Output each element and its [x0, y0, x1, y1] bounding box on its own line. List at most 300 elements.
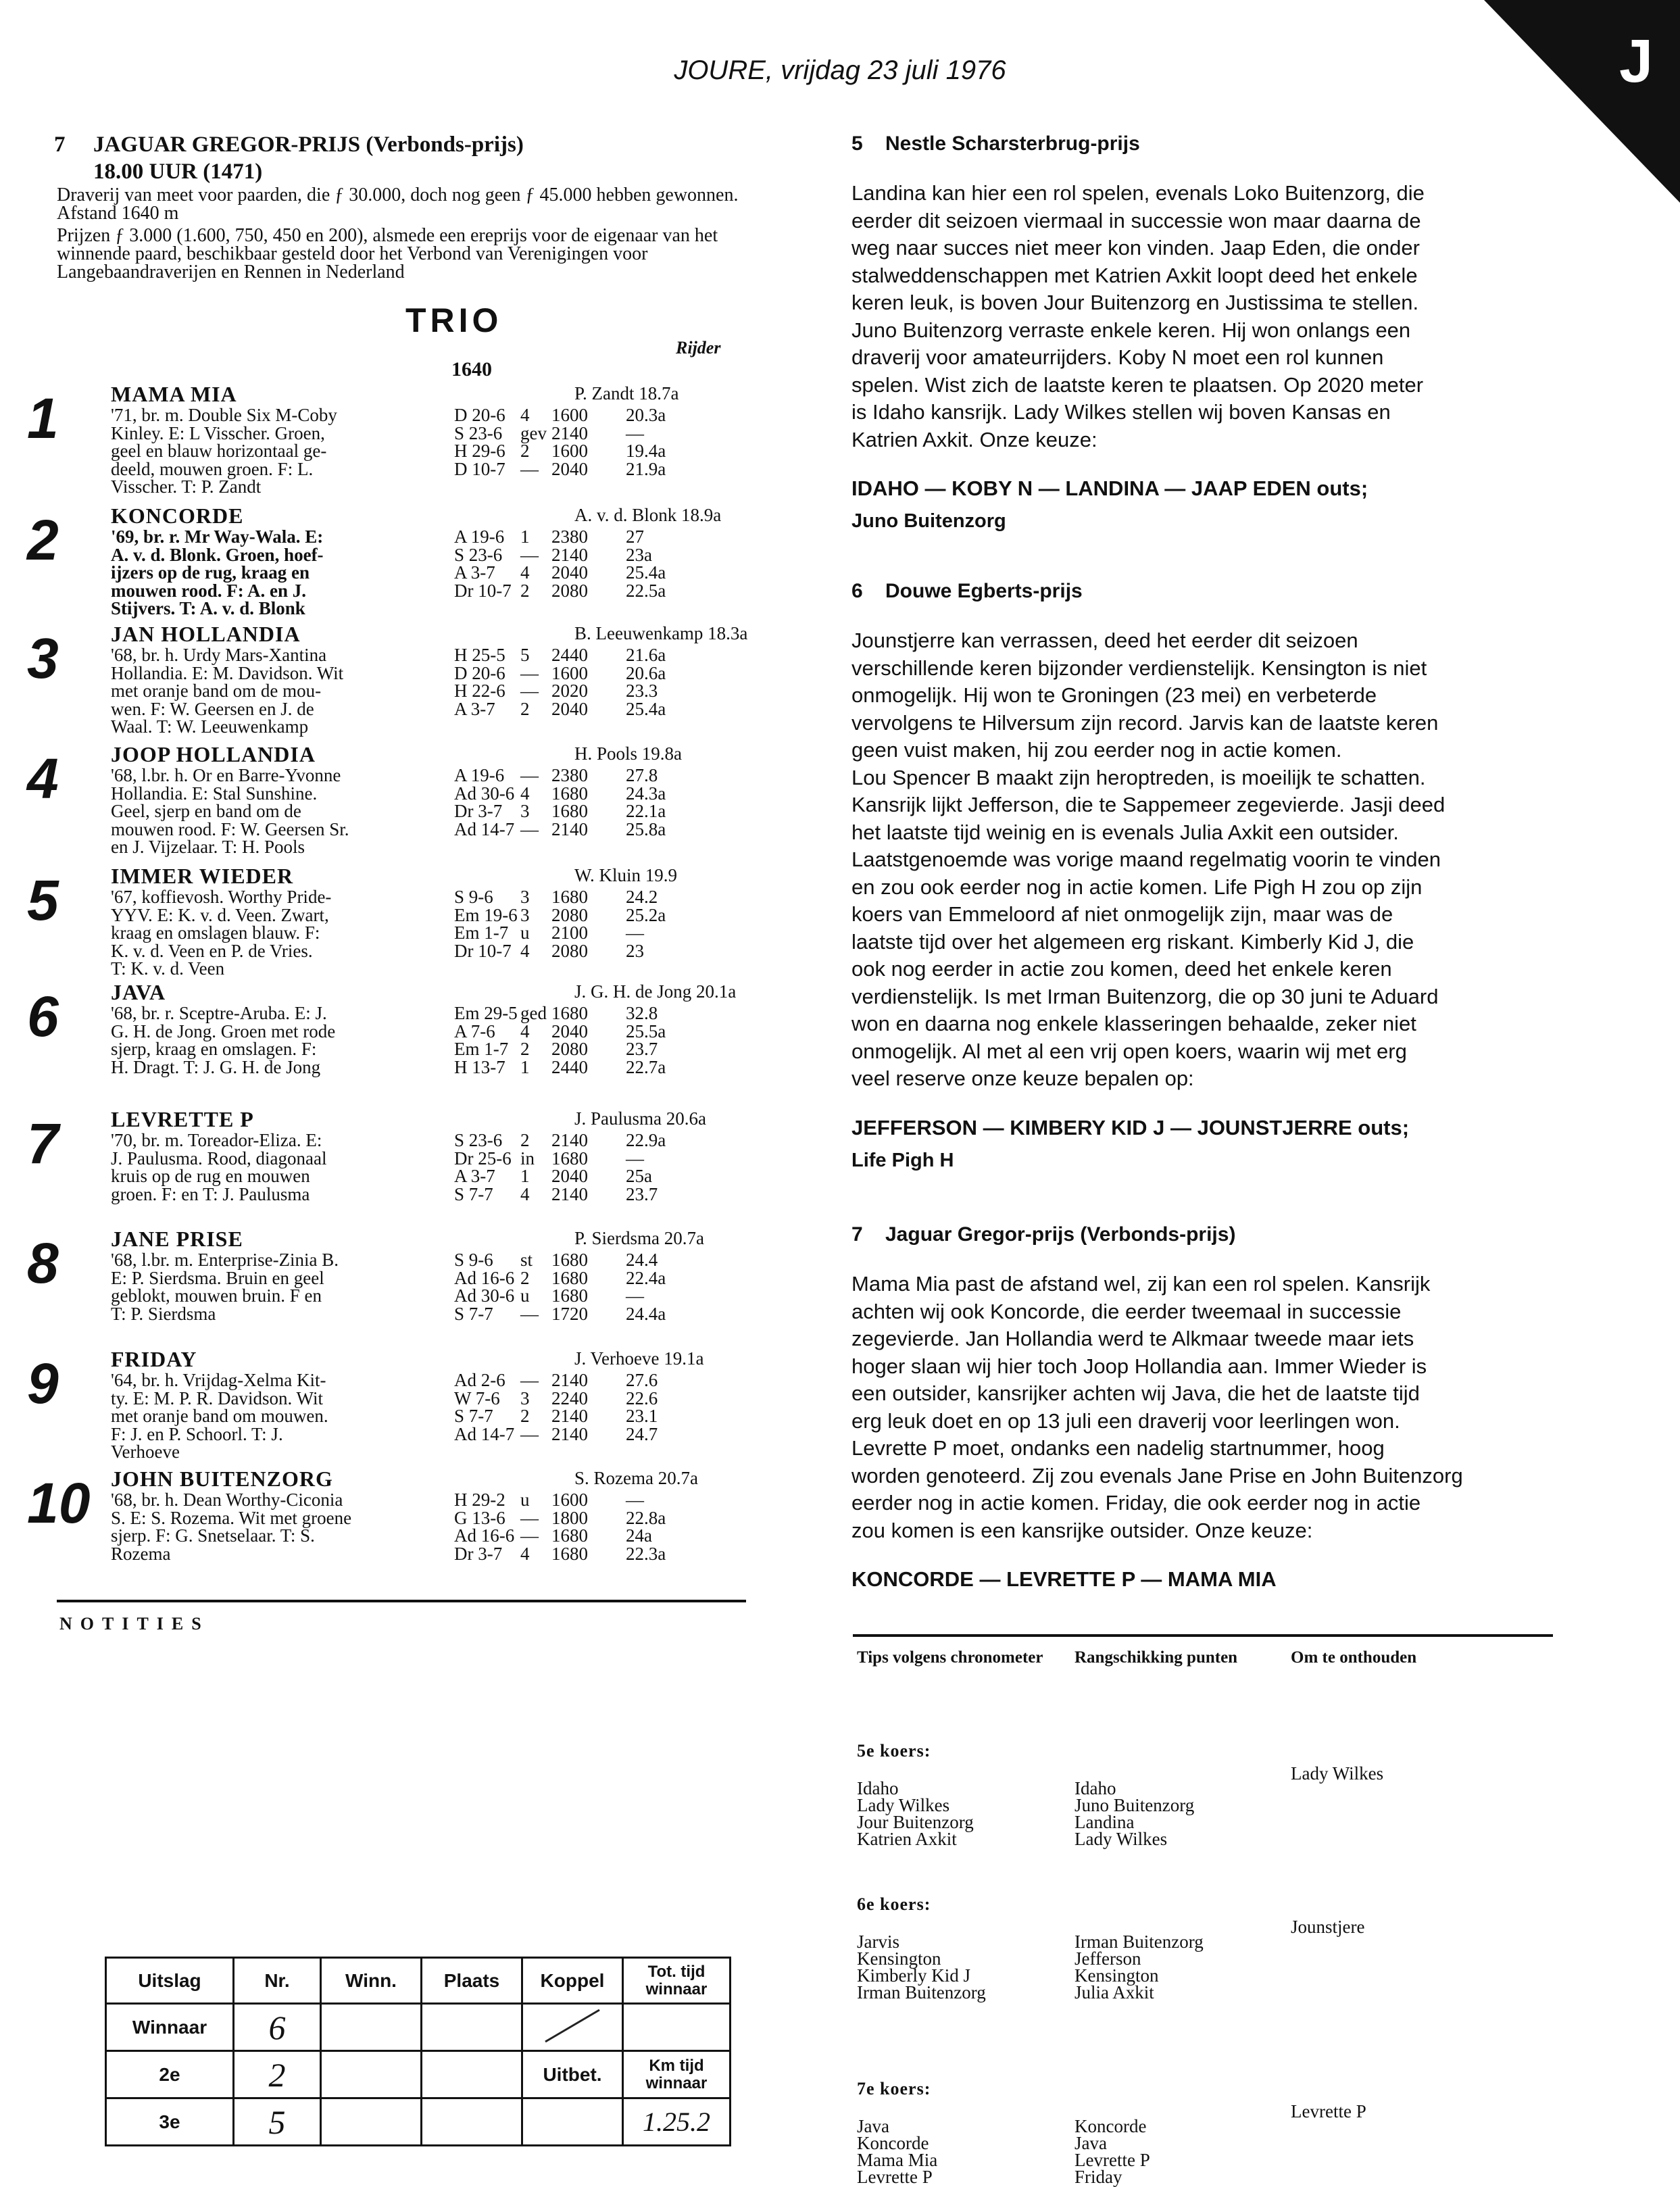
result-cell: A 19-6	[454, 526, 505, 547]
result-cell: D 10-7	[454, 458, 505, 479]
preview-title-text: Nestle Scharsterbrug-prijs	[885, 132, 1140, 155]
result-cell: 4	[520, 1183, 530, 1204]
horse-driver: J. Verhoeve 19.1a	[574, 1348, 704, 1369]
result-cell: 1600	[551, 1490, 588, 1510]
preview-text-line: Kansrijk lijkt Jefferson, die te Sappemeer zegevierde. Jasji deed	[851, 793, 1446, 816]
result-cell: 2080	[551, 1039, 588, 1059]
preview-text	[851, 1271, 1527, 1544]
result-cell: 1680	[551, 1525, 588, 1546]
preview-text-line: Lou Spencer B maakt zijn heroptreden, is moeilijk te schatten.	[851, 765, 1426, 789]
tips-list-item: Jounstjere	[1291, 1917, 1365, 1937]
horse-driver: P. Zandt 18.7a	[574, 383, 679, 403]
result-cell: Ad 16-6	[454, 1267, 515, 1288]
result-cell: S 23-6	[454, 1130, 503, 1150]
row-3e-plaats[interactable]	[422, 2098, 522, 2146]
result-row	[454, 1004, 751, 1023]
tips-divider	[853, 1634, 1553, 1637]
preview-text-line: eerder dit seizoen viermaal in successie won maar daarna de	[851, 208, 1421, 232]
horse-description-line: F: J. en P. Schoorl. T: J.	[111, 1423, 283, 1444]
preview-pick-extra: Life Pigh H	[851, 1149, 954, 1171]
result-cell: 2380	[551, 765, 588, 785]
tips-list-item: Idaho	[1074, 1778, 1116, 1798]
horse-results	[454, 1371, 751, 1443]
result-cell: 1	[520, 1056, 530, 1077]
row-3e-winn[interactable]	[321, 2098, 422, 2146]
horse-description	[111, 1131, 449, 1203]
result-cell: 22.1a	[626, 801, 666, 821]
result-cell: 3	[520, 801, 530, 821]
result-row	[454, 1545, 751, 1563]
horse-description-line: sjerp, kraag en omslagen. F:	[111, 1039, 317, 1059]
result-cell: 2140	[551, 1423, 588, 1444]
preview-text-line: eerder nog in actie komen. Friday, die ook eerder nog in actie	[851, 1491, 1421, 1515]
result-cell: u	[520, 1490, 530, 1510]
horse-description	[111, 1004, 449, 1076]
result-cell: H 25-5	[454, 645, 505, 665]
result-cell: 32.8	[626, 1003, 658, 1023]
horse-description-line: met oranje band om mouwen.	[111, 1406, 328, 1426]
horse-driver: J. G. H. de Jong 20.1a	[574, 981, 737, 1002]
result-cell: 3	[520, 887, 530, 907]
tips-list-chrono	[857, 2118, 937, 2186]
preview-text-line: won en daarna nog enkele klasseringen behaalde, zeker niet	[851, 1012, 1416, 1035]
result-cell: 2	[520, 1130, 530, 1150]
horse-description-line: G. H. de Jong. Groen met rode	[111, 1021, 336, 1041]
result-cell: S 7-7	[454, 1183, 493, 1204]
horse-description-line: E: P. Sierdsma. Bruin en geel	[111, 1267, 324, 1288]
preview-text-line: geen vuist maken, hij zou eerder nog in actie komen.	[851, 738, 1342, 762]
horse-results	[454, 1251, 751, 1323]
result-cell: 3	[520, 904, 530, 925]
result-cell: Em 1-7	[454, 1039, 509, 1059]
horse-description	[111, 888, 449, 978]
result-cell: 25.4a	[626, 562, 666, 583]
slash-mark	[539, 2005, 606, 2045]
preview-text-line: onmogelijk. Al met al een vrij open koers, waarin wij met erg	[851, 1039, 1407, 1063]
result-cell: A 3-7	[454, 1166, 495, 1186]
preview-text-line: onmogelijk. Hij won te Groningen (23 mei) en verbeterde	[851, 683, 1377, 707]
row-winnaar-tijd[interactable]	[623, 2004, 731, 2051]
result-row	[454, 1407, 751, 1425]
horse-driver: S. Rozema 20.7a	[574, 1468, 698, 1488]
result-cell: 1680	[551, 887, 588, 907]
race-prizes: Prijzen ƒ 3.000 (1.600, 750, 450 en 200), alsmede een ereprijs voor de eigenaar van het winnende paard, beschikbaar gesteld door het Verbond van Verenigingen voor Langebaandraverijen en Rennen in Nederland	[57, 225, 718, 282]
result-cell: 2020	[551, 681, 588, 701]
row-winnaar-winn[interactable]	[321, 2004, 422, 2051]
result-row	[454, 700, 751, 718]
result-cell: 23.7	[626, 1183, 658, 1204]
result-cell: 23.7	[626, 1039, 658, 1059]
horse-description-line: Hollandia. E: M. Davidson. Wit	[111, 662, 344, 683]
preview-text-line: spelen. Wist zich de laatste keren te plaatsen. Op 2020 meter	[851, 372, 1424, 397]
tips-list-item: Java	[1074, 2133, 1107, 2153]
result-cell: st	[520, 1250, 533, 1270]
result-cell: 2140	[551, 422, 588, 443]
result-row	[454, 1491, 751, 1509]
result-cell: 1720	[551, 1303, 588, 1324]
result-cell: 25.2a	[626, 904, 666, 925]
result-row	[454, 406, 751, 424]
horse-description	[111, 1251, 449, 1323]
tips-list-item: Koncorde	[1074, 2116, 1147, 2136]
result-cell: 2080	[551, 904, 588, 925]
result-cell: 1680	[551, 783, 588, 804]
result-cell: 1680	[551, 1285, 588, 1306]
result-cell: A 19-6	[454, 765, 505, 785]
preview-pick-extra: Juno Buitenzorg	[851, 510, 1006, 532]
result-cell: Dr 3-7	[454, 801, 503, 821]
horse-description-line: kruis op de rug en mouwen	[111, 1166, 310, 1186]
result-row	[454, 1387, 751, 1408]
result-row	[454, 1269, 751, 1287]
row-2e-nr[interactable]: 2	[234, 2051, 321, 2098]
horse-description-line: met oranje band om de mou-	[111, 681, 322, 701]
result-cell: —	[520, 544, 539, 565]
preview-text-line: ook nog eerder in actie zou komen, deed het enkele keren	[851, 957, 1392, 981]
horse-description-line: geblokt, mouwen bruin. F en	[111, 1285, 322, 1306]
result-cell: 2140	[551, 1406, 588, 1426]
result-cell: 1	[520, 1166, 530, 1186]
result-cell: —	[520, 681, 539, 701]
preview-text-line: is Idaho kansrijk. Lady Wilkes stellen wij boven Kansas en	[851, 400, 1391, 424]
result-cell: 19.4a	[626, 441, 666, 461]
tips-list-item: Koncorde	[857, 2133, 929, 2153]
result-cell: 27	[626, 526, 644, 547]
preview-text-line: draverij voor amateurrijders. Koby N moet een rol kunnen	[851, 345, 1384, 369]
result-cell: 2	[520, 441, 530, 461]
result-cell: —	[520, 765, 539, 785]
result-cell: 22.9a	[626, 1130, 666, 1150]
result-cell: —	[520, 458, 539, 479]
result-cell: 23.1	[626, 1406, 658, 1426]
horse-description-line: mouwen rood. F: W. Geersen Sr.	[111, 818, 349, 839]
horse-driver: H. Pools 19.8a	[574, 743, 683, 764]
horse-description	[111, 1491, 449, 1563]
preview-pick: KONCORDE — LEVRETTE P — MAMA MIA	[851, 1567, 1277, 1591]
col-plaats: Plaats	[422, 1958, 522, 2004]
horse-description-line: Stijvers. T: A. v. d. Blonk	[111, 598, 305, 618]
horse-description-line: deeld, mouwen groen. F: L.	[111, 458, 314, 479]
result-cell: —	[520, 1303, 539, 1324]
result-cell: 25.4a	[626, 698, 666, 719]
horse-name: JOOP HOLLANDIA	[111, 742, 316, 766]
horse-description-line: '68, br. h. Dean Worthy-Ciconia	[111, 1490, 343, 1510]
horse-driver: W. Kluin 19.9	[574, 865, 678, 885]
row-3e-label: 3e	[106, 2098, 234, 2146]
horse-results	[454, 888, 751, 960]
result-row	[454, 1425, 751, 1444]
preview-text-line: vervolgens te Hilversum zijn record. Jarvis kan de laatste keren	[851, 710, 1439, 735]
result-cell: 22.7a	[626, 1056, 666, 1077]
horse-description	[111, 528, 449, 618]
horse-description-line: Verhoeve	[111, 1442, 180, 1462]
horse-name: JANE PRISE	[111, 1227, 243, 1251]
result-cell: —	[520, 1525, 539, 1546]
tips-list-item: Friday	[1074, 2167, 1122, 2187]
result-cell: 2040	[551, 1021, 588, 1041]
preview-text-line: erg leuk doet en op 13 juli een draverij voor leerlingen won.	[851, 1408, 1400, 1433]
tips-list-item: Kensington	[857, 1948, 941, 1969]
horse-description-line: J. Paulusma. Rood, diagonaal	[111, 1148, 327, 1169]
horse-number: 5	[27, 868, 59, 932]
result-cell: 2080	[551, 580, 588, 601]
result-row	[454, 1509, 751, 1527]
preview-text-line: koers van Emmeloord af niet onmogelijk zijn, maar was de	[851, 902, 1393, 926]
horse-description-line: YYV. E: K. v. d. Veen. Zwart,	[111, 904, 329, 925]
result-cell: 2	[520, 580, 530, 601]
result-cell: 2	[520, 1267, 530, 1288]
tips-section-label: 5e koers:	[857, 1741, 931, 1761]
horse-driver: B. Leeuwenkamp 18.3a	[574, 623, 748, 643]
result-cell: 20.6a	[626, 662, 666, 683]
result-cell: 24.3a	[626, 783, 666, 804]
result-row	[454, 1185, 751, 1204]
result-cell: u	[520, 923, 530, 943]
result-row	[454, 582, 751, 600]
row-2e-label: 2e	[106, 2051, 234, 2098]
row-3e-uitbet[interactable]	[522, 2098, 623, 2146]
horse-description-line: S. E: S. Rozema. Wit met groene	[111, 1507, 352, 1528]
result-cell: in	[520, 1148, 535, 1169]
result-cell: 2240	[551, 1387, 588, 1408]
result-cell: 24.2	[626, 887, 658, 907]
preview-text-line: worden genoteerd. Zij zou evenals Jane Prise en John Buitenzorg	[851, 1463, 1463, 1488]
result-cell: 25.5a	[626, 1021, 666, 1041]
row-2e-winn[interactable]	[321, 2051, 422, 2098]
tips-list-chrono	[857, 1934, 986, 2001]
horse-description-line: Hollandia. E: Stal Sunshine.	[111, 783, 318, 804]
result-cell: G 13-6	[454, 1507, 505, 1528]
tips-list-item: Levrette P	[1074, 2150, 1150, 2170]
result-cell: 2140	[551, 544, 588, 565]
tips-list-onthouden	[1291, 1765, 1383, 1782]
result-cell: Ad 30-6	[454, 783, 515, 804]
horse-number: 1	[27, 387, 59, 450]
preview-text	[851, 180, 1527, 453]
race-description	[57, 186, 743, 285]
tips-col-header: Tips volgens chronometer	[857, 1648, 1043, 1667]
preview-pick: IDAHO — KOBY N — LANDINA — JAAP EDEN outs;	[851, 476, 1368, 500]
tips-list-item: Juno Buitenzorg	[1074, 1795, 1195, 1815]
horse-description-line: '70, br. m. Toreador-Eliza. E:	[111, 1130, 322, 1150]
km-label: Km tijd winnaar	[623, 2051, 731, 2098]
horse-results	[454, 406, 751, 478]
result-cell: —	[520, 818, 539, 839]
horse-description-line: '69, br. r. Mr Way-Wala. E:	[111, 526, 324, 547]
row-3e-nr[interactable]: 5	[234, 2098, 321, 2146]
result-cell: 21.9a	[626, 458, 666, 479]
race-conditions: Draverij van meet voor paarden, die ƒ 30.000, doch nog geen ƒ 45.000 hebben gewonnen. Afstand 1640 m	[57, 185, 739, 224]
horse-driver: J. Paulusma 20.6a	[574, 1108, 706, 1129]
preview-text-line: stalweddenschappen met Katrien Axkit loopt deed het enkele	[851, 263, 1418, 287]
preview-race-5	[851, 132, 1527, 533]
preview-text-line: een outsider, kansrijker achten wij Java, die het de laatste tijd	[851, 1381, 1420, 1405]
result-cell: 22.3a	[626, 1543, 666, 1564]
result-cell: 4	[520, 562, 530, 583]
result-row	[454, 1287, 751, 1305]
tips-list-item: Kensington	[1074, 1965, 1159, 1986]
result-cell: 2	[520, 698, 530, 719]
result-cell: Em 1-7	[454, 923, 509, 943]
result-cell: 4	[520, 1543, 530, 1564]
tips-list-item: Lady Wilkes	[1074, 1829, 1168, 1849]
result-row	[454, 1023, 751, 1041]
result-cell: H 29-2	[454, 1490, 505, 1510]
horse-description-line: Kinley. E: L Visscher. Groen,	[111, 422, 325, 443]
result-cell: W 7-6	[454, 1387, 500, 1408]
tips-section-label: 7e koers:	[857, 2079, 931, 2098]
result-row	[454, 1131, 751, 1150]
row-winnaar-label: Winnaar	[106, 2004, 234, 2051]
result-cell: 1600	[551, 405, 588, 425]
result-cell: u	[520, 1285, 530, 1306]
result-cell: S 9-6	[454, 887, 493, 907]
preview-text-line: Laatstgenoemde was vorige maand regelmatig voorin te vinden	[851, 847, 1441, 871]
horse-description-line: ty. E: M. P. R. Davidson. Wit	[111, 1387, 323, 1408]
result-cell: Dr 3-7	[454, 1543, 503, 1564]
result-cell: Em 19-6	[454, 904, 518, 925]
row-winnaar-plaats[interactable]	[422, 2004, 522, 2051]
result-cell: D 20-6	[454, 662, 505, 683]
result-cell: 22.8a	[626, 1507, 666, 1528]
tips-list-item: Lady Wilkes	[857, 1795, 950, 1815]
result-cell: 21.6a	[626, 645, 666, 665]
result-cell: 2100	[551, 923, 588, 943]
preview-title	[851, 132, 1527, 155]
horse-results	[454, 1004, 751, 1076]
result-row	[454, 564, 751, 582]
result-cell: Dr 25-6	[454, 1148, 512, 1169]
result-cell: —	[520, 662, 539, 683]
result-cell: —	[520, 1370, 539, 1390]
horse-description	[111, 406, 449, 496]
result-cell: —	[626, 923, 644, 943]
horse-description	[111, 646, 449, 736]
preview-text-line: en zou ook eerder nog in actie komen. Life Pigh H zou op zijn	[851, 875, 1423, 899]
tips-col-header: Rangschikking punten	[1074, 1648, 1238, 1667]
horse-number: 3	[27, 626, 59, 690]
horse-description-line: '68, br. r. Sceptre-Aruba. E: J.	[111, 1003, 327, 1023]
tips-list-onthouden	[1291, 1919, 1364, 1936]
preview-number: 6	[851, 580, 863, 602]
result-cell: 20.3a	[626, 405, 666, 425]
result-row	[454, 820, 751, 839]
result-cell: 1	[520, 526, 530, 547]
preview-pick: JEFFERSON — KIMBERY KID J — JOUNSTJERRE outs;	[851, 1115, 1410, 1139]
result-cell: 2440	[551, 645, 588, 665]
result-cell: 2140	[551, 818, 588, 839]
horse-name: KONCORDE	[111, 503, 244, 528]
row-winnaar-nr[interactable]: 6	[234, 2004, 321, 2051]
preview-text-line: Landina kan hier een rol spelen, evenals Loko Buitenzorg, die	[851, 181, 1425, 205]
result-cell: 1600	[551, 441, 588, 461]
horse-number: 8	[27, 1231, 59, 1295]
notities-label: NOTITIES	[59, 1614, 209, 1633]
trio-label: TRIO	[405, 301, 503, 339]
tips-list-item: Levrette P	[857, 2167, 933, 2187]
horse-number: 10	[27, 1471, 91, 1535]
race-time: 18.00 UUR (1471)	[93, 159, 263, 184]
horse-description-line: wen. F: W. Geersen en J. de	[111, 698, 314, 719]
result-cell: 22.6	[626, 1387, 658, 1408]
horse-description-line: en J. Vijzelaar. T: H. Pools	[111, 837, 305, 857]
result-cell: 1680	[551, 1267, 588, 1288]
result-cell: 25.8a	[626, 818, 666, 839]
preview-race-6	[851, 580, 1527, 1172]
result-cell: H 22-6	[454, 681, 505, 701]
result-cell: 1680	[551, 1543, 588, 1564]
horse-description-line: groen. F: en T: J. Paulusma	[111, 1183, 310, 1204]
result-cell: 27.8	[626, 765, 658, 785]
km-value[interactable]: 1.25.2	[623, 2098, 731, 2146]
result-cell: 1680	[551, 1148, 588, 1169]
result-row	[454, 1058, 751, 1077]
row-winnaar-koppel[interactable]	[522, 2004, 623, 2051]
result-cell: 24.4	[626, 1250, 658, 1270]
horse-description-line: kraag en omslagen blauw. F:	[111, 923, 320, 943]
preview-text-line: verschillende keren bijzonder verdienstelijk. Kensington is niet	[851, 656, 1427, 680]
result-row	[454, 1040, 751, 1058]
horse-number: 2	[27, 508, 59, 572]
result-cell: S 23-6	[454, 544, 503, 565]
tips-list-item: Lady Wilkes	[1291, 1763, 1384, 1784]
result-cell: Ad 14-7	[454, 818, 515, 839]
tips-list-item: Landina	[1074, 1812, 1135, 1832]
result-row	[454, 906, 751, 925]
result-row	[454, 942, 751, 960]
result-cell: S 23-6	[454, 422, 503, 443]
result-row	[454, 766, 751, 785]
horse-description-line: K. v. d. Veen en P. de Vries.	[111, 940, 313, 961]
tips-list-item: Katrien Axkit	[857, 1829, 957, 1849]
result-cell: 27.6	[626, 1370, 658, 1390]
race-title: JAGUAR GREGOR-PRIJS (Verbonds-prijs)	[93, 132, 524, 157]
horse-description-line: mouwen rood. F: A. en J.	[111, 580, 307, 601]
horse-name: JAVA	[111, 980, 166, 1004]
result-row	[454, 924, 751, 942]
result-cell: 2040	[551, 458, 588, 479]
horse-description-line: Visscher. T: P. Zandt	[111, 476, 262, 497]
horse-driver: P. Sierdsma 20.7a	[574, 1228, 704, 1248]
col-winn: Winn.	[321, 1958, 422, 2004]
tips-list-item: Jour Buitenzorg	[857, 1812, 974, 1832]
preview-text-line: achten wij ook Koncorde, die eerder tweemaal in successie	[851, 1299, 1402, 1323]
horse-number: 9	[27, 1352, 59, 1415]
preview-title-text: Jaguar Gregor-prijs (Verbonds-prijs)	[885, 1223, 1236, 1246]
horse-description-line: '68, br. h. Urdy Mars-Xantina	[111, 645, 327, 665]
tips-list-item: Kimberly Kid J	[857, 1965, 970, 1986]
result-cell: 1680	[551, 1250, 588, 1270]
result-cell: 4	[520, 940, 530, 961]
result-cell: 4	[520, 1021, 530, 1041]
result-cell: —	[626, 1148, 644, 1169]
result-row	[454, 664, 751, 683]
tips-list-item: Jefferson	[1074, 1948, 1141, 1969]
tips-list-punten	[1074, 1934, 1204, 2001]
result-cell: Ad 14-7	[454, 1423, 515, 1444]
row-2e-plaats[interactable]	[422, 2051, 522, 2098]
result-cell: Ad 30-6	[454, 1285, 515, 1306]
result-cell: 2040	[551, 1166, 588, 1186]
preview-text-line: zegevierde. Jan Hollandia werd te Alkmaar tweede maar iets	[851, 1327, 1414, 1350]
tips-list-item: Irman Buitenzorg	[857, 1982, 986, 2002]
tips-list-item: Julia Axkit	[1074, 1982, 1154, 2002]
result-row	[454, 888, 751, 906]
horse-name: LEVRETTE P	[111, 1107, 254, 1131]
result-row	[454, 546, 751, 564]
col-nr: Nr.	[234, 1958, 321, 2004]
preview-race-7	[851, 1223, 1527, 1592]
